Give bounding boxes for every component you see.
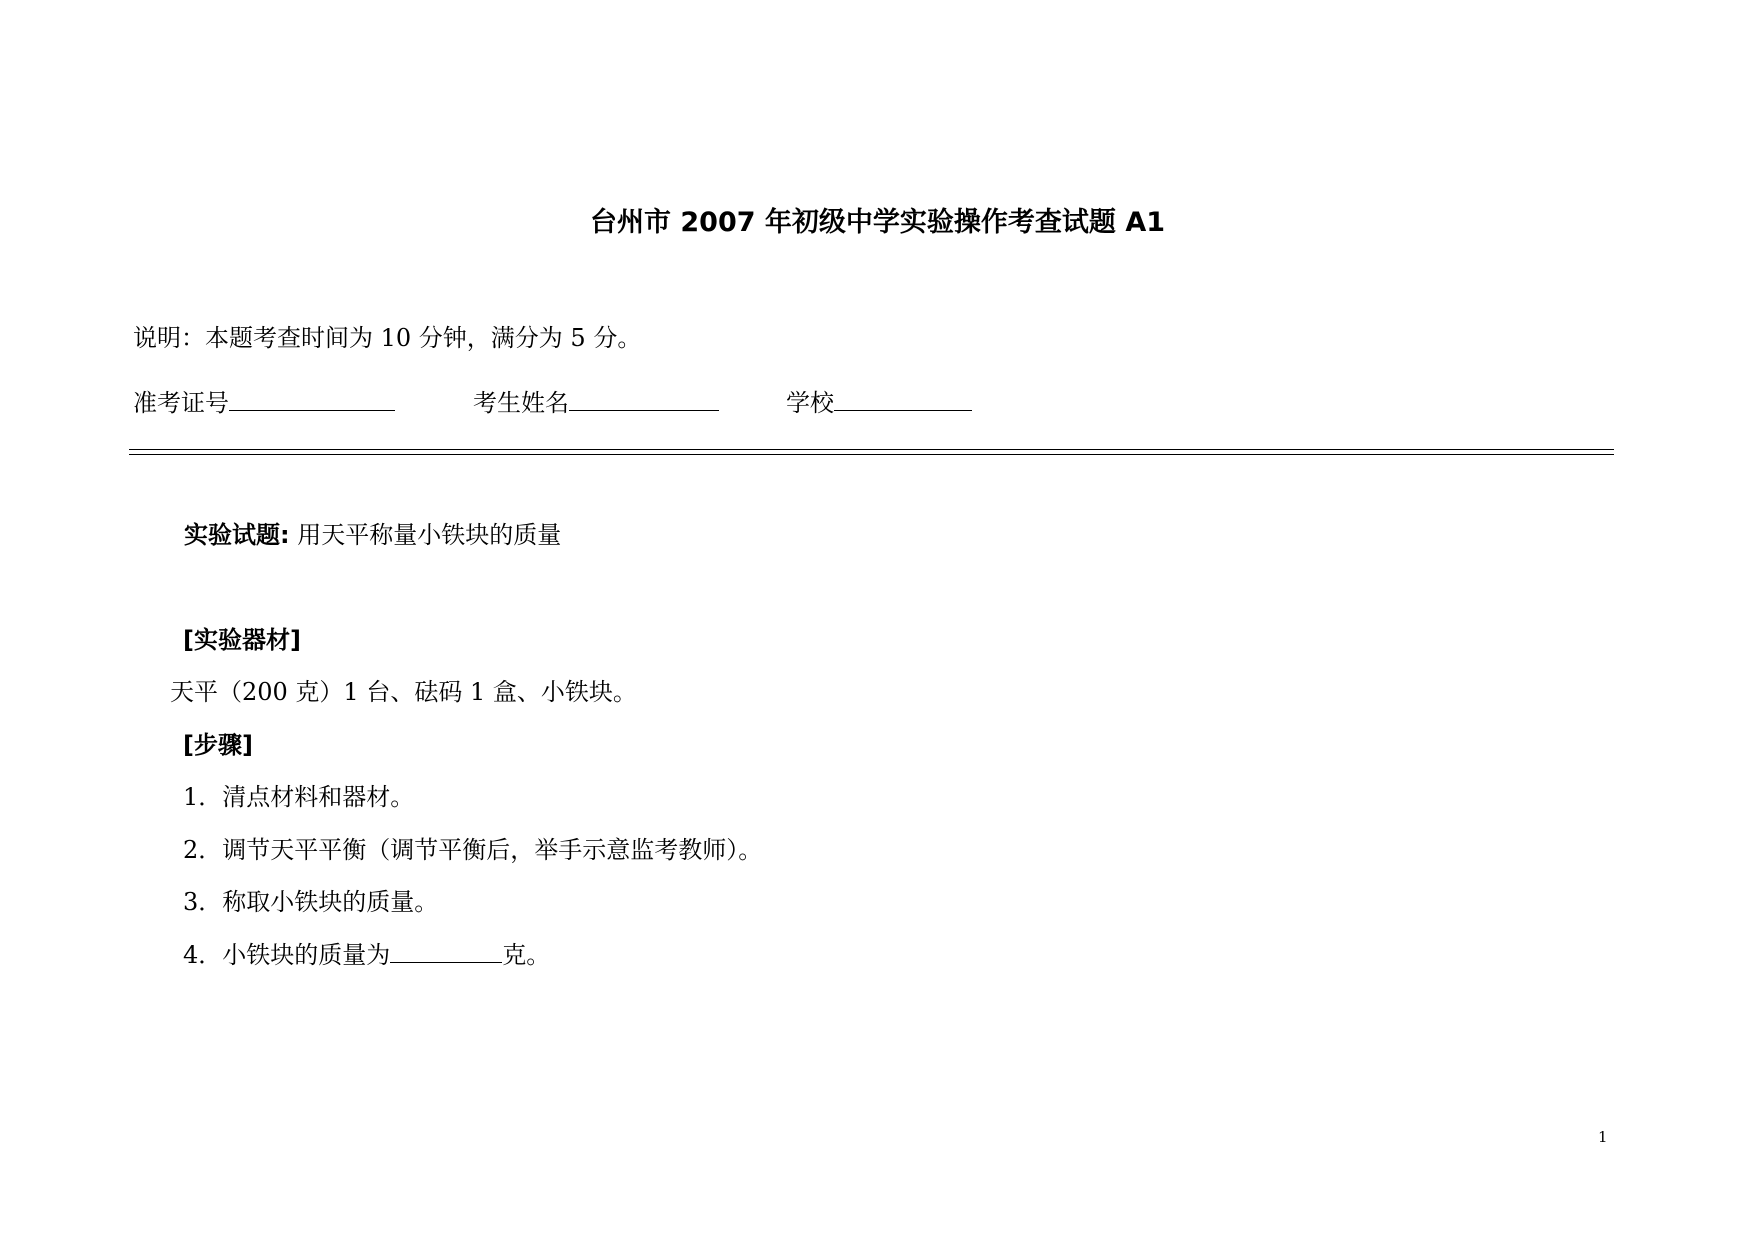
school-field bbox=[786, 383, 972, 418]
exam-number-field bbox=[133, 383, 395, 418]
double-divider-bottom bbox=[129, 454, 1614, 455]
step-item: 2．调节天平平衡（调节平衡后，举手示意监考教师）。 bbox=[183, 836, 763, 864]
step-item: 1．清点材料和器材。 bbox=[183, 783, 415, 811]
double-divider-top bbox=[129, 449, 1614, 450]
step-item: 3．称取小铁块的质量。 bbox=[183, 888, 439, 916]
page-number: 1 bbox=[1598, 1128, 1608, 1146]
page-title: 台州市 2007 年初级中学实验操作考查试题 A1 bbox=[589, 207, 1166, 238]
step-item-mass-answer bbox=[183, 935, 550, 970]
mass-answer-blank bbox=[390, 940, 502, 963]
school-label: 学校 bbox=[786, 389, 834, 417]
candidate-name-field bbox=[473, 383, 719, 418]
instructions-text: 说明：本题考查时间为 10 分钟，满分为 5 分。 bbox=[133, 324, 642, 352]
school-blank bbox=[834, 388, 972, 411]
candidate-name-blank bbox=[569, 388, 719, 411]
mass-answer-prefix: 4．小铁块的质量为 bbox=[183, 941, 391, 969]
experiment-title bbox=[184, 515, 561, 550]
materials-text: 天平（200 克）1 台、砝码 1 盒、小铁块。 bbox=[170, 678, 637, 706]
experiment-label: 实验试题: bbox=[184, 521, 290, 549]
steps-heading: [步骤] bbox=[183, 731, 253, 759]
materials-heading: [实验器材] bbox=[183, 626, 301, 654]
mass-answer-suffix: 克。 bbox=[502, 941, 551, 969]
experiment-text: 用天平称量小铁块的质量 bbox=[297, 521, 562, 549]
exam-number-label: 准考证号 bbox=[133, 389, 229, 417]
candidate-name-label: 考生姓名 bbox=[473, 389, 569, 417]
exam-number-blank bbox=[229, 388, 395, 411]
